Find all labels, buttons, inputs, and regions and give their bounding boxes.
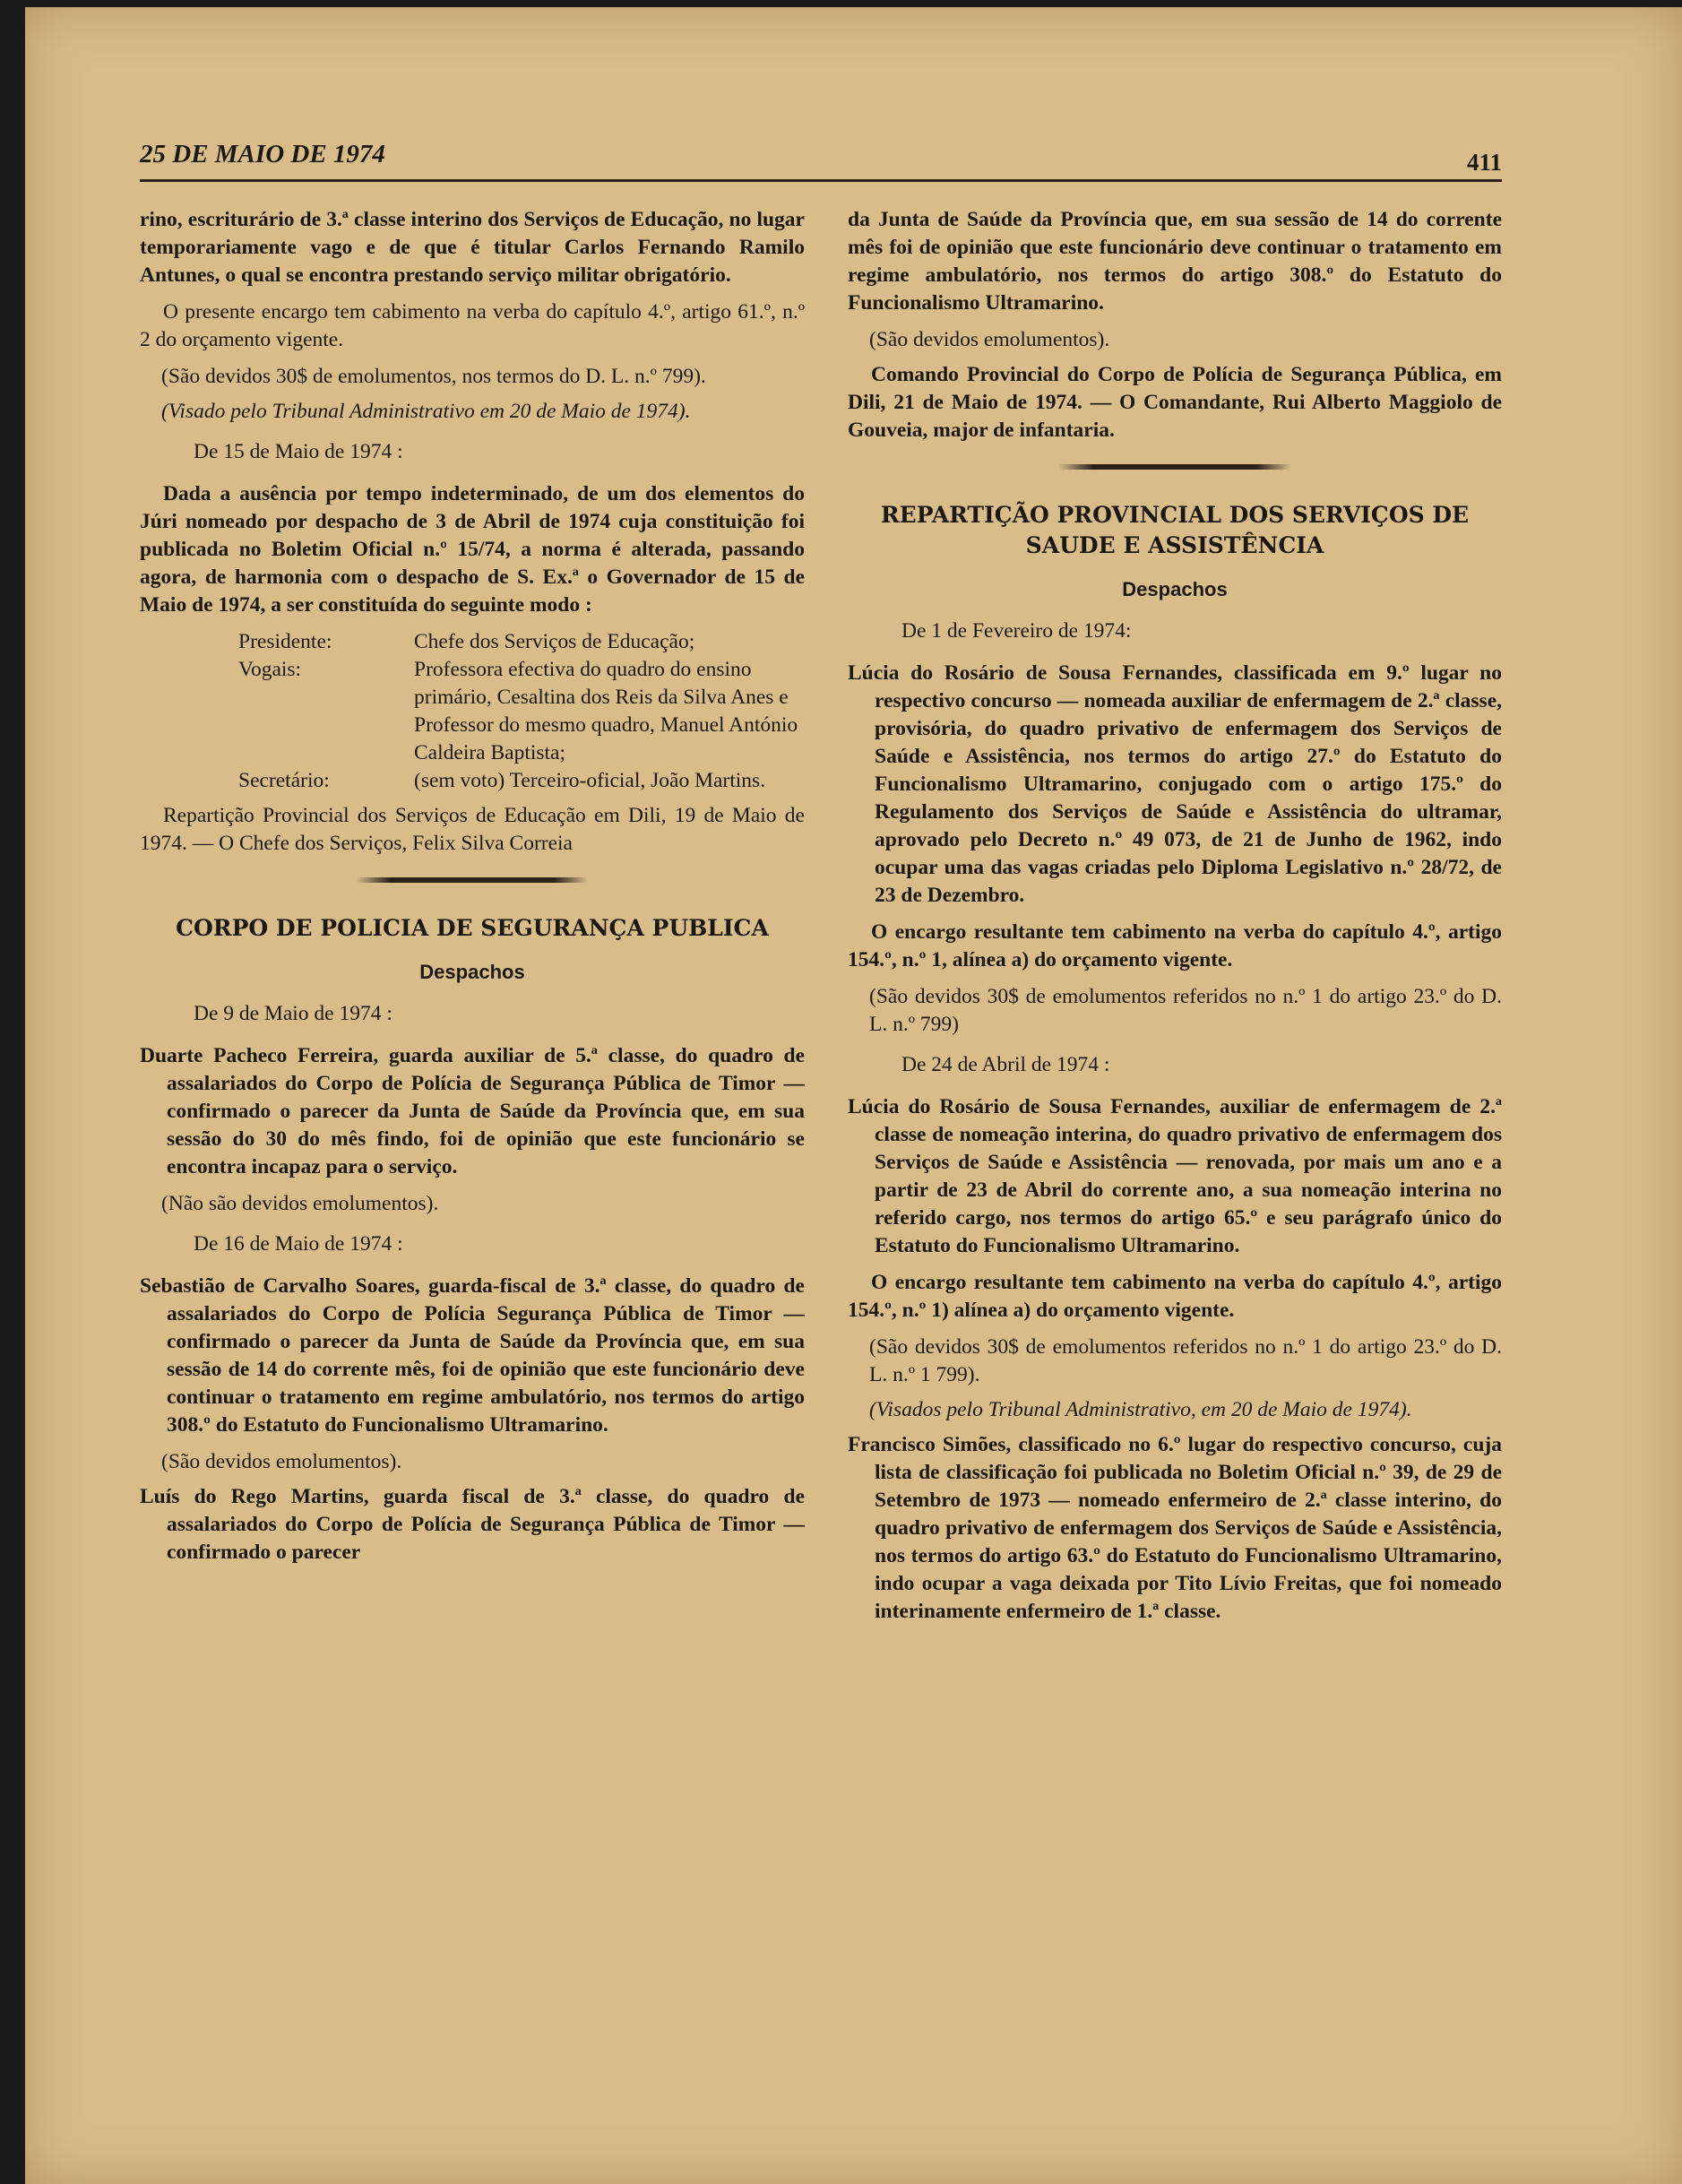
paragraph: Dada a ausência por tempo indeterminado, de um dos elementos do Júri nomeado por despacho de 3 de Abril de 1974 cuja constituição foi publicada no Boletim Oficial n.º 15/74, a norma é alterada, passando agora, de harmonia com o despacho de S. Ex.ª o Governador de 15 de Maio de 1974, a ser constituída do seguinte modo : bbox=[140, 482, 805, 617]
roster-entry: (sem voto) Terceiro-oficial, João Martins. bbox=[414, 769, 766, 792]
paragraph: O encargo resultante tem cabimento na verba do capítulo 4.º, artigo 154.º, n.º 1, alínea a) do orçamento vigente. bbox=[848, 920, 1502, 971]
signature-paragraph: Repartição Provincial dos Serviços de Educação em Dili, 19 de Maio de 1974. — O Chefe dos Serviços, Felix Silva Correia bbox=[140, 804, 805, 855]
fee-note: (São devidos emolumentos). bbox=[161, 1450, 402, 1473]
roster-entry: Chefe dos Serviços de Educação; bbox=[414, 630, 695, 653]
fee-note: (São devidos 30$ de emolumentos referidos no n.º 1 do artigo 23.º do D. L. n.º 799) bbox=[869, 985, 1502, 1036]
paragraph: Duarte Pacheco Ferreira, guarda auxiliar de 5.ª classe, do quadro de assalariados do Corpo de Polícia de Segurança Pública de Timor — confirmado o parecer da Junta de Saúde da Província que, em sua sessão do 30 do mês findo, foi de opinião que este funcionário se encontra incapaz para o serviço. bbox=[140, 1044, 805, 1178]
section-title: REPARTIÇÃO PROVINCIAL DOS SERVIÇOS DE SAUDE E ASSISTÊNCIA bbox=[880, 502, 1470, 558]
section-divider bbox=[140, 877, 805, 883]
paragraph: Sebastião de Carvalho Soares, guarda-fiscal de 3.ª classe, do quadro de assalariados do Corpo de Polícia Segurança Pública de Timor — confirmado o parecer da Junta de Saúde da Província que, em sua sessão de 14 do corrente mês, foi de opinião que este funcionário deve continuar o tratamento em regime ambulatório, nos termos do artigo 308.º do Estatuto do Funcionalismo Ultramarino. bbox=[140, 1274, 805, 1437]
roster-row: Vogais: Professora efectiva do quadro do ensino primário, Cesaltina dos Reis da Silva Anes e bbox=[238, 656, 805, 712]
roster-row: Secretário: (sem voto) Terceiro-oficial, João Martins. bbox=[238, 767, 805, 795]
fee-note: (São devidos 30$ de emolumentos referidos no n.º 1 do artigo 23.º do D. L. n.º 1 799). bbox=[869, 1335, 1502, 1386]
header-rule bbox=[140, 179, 1502, 182]
visa-note: (Visado pelo Tribunal Administrativo em 20 de Maio de 1974). bbox=[161, 400, 691, 423]
dispatch-date: De 9 de Maio de 1974 : bbox=[194, 1002, 392, 1025]
paragraph: Lúcia do Rosário de Sousa Fernandes, auxiliar de enfermagem de 2.ª classe de nomeação interina, do quadro privativo de enfermagem dos Serviços de Saúde e Assistência — renovada, por mais um ano e a partir de 23 de Abril do corrente ano, a sua nomeação interina no referido cargo, nos termos do artigo 65.º e seu parágrafo único do Estatuto do Funcionalismo Ultramarino. bbox=[848, 1095, 1502, 1257]
section-title: CORPO DE POLICIA DE SEGURANÇA PUBLICA bbox=[176, 915, 769, 941]
page-header bbox=[140, 140, 1502, 185]
paragraph: Lúcia do Rosário de Sousa Fernandes, classificada em 9.º lugar no respectivo concurso — nomeada auxiliar de enfermagem de 2.ª classe, provisória, do quadro privativo de enfermagem dos Serviços de Saúde e Assistência, nos termos do artigo 27.º do Estatuto do Funcionalismo Ultramarino, conjugado com o artigo 175.º do Regulamento dos Serviços de Saúde e Assistência do ultramar, aprovado pelo Decreto n.º 49 073, de 21 de Junho de 1962, indo ocupar uma das vagas criadas pelo Diploma Legislativo n.º 28/72, de 23 de Dezembro. bbox=[848, 661, 1502, 907]
roster-row bbox=[238, 712, 805, 767]
visa-note: (Visados pelo Tribunal Administrativo, em 20 de Maio de 1974). bbox=[869, 1398, 1412, 1421]
dispatch-date: De 1 de Fevereiro de 1974: bbox=[901, 619, 1132, 643]
paragraph: Francisco Simões, classificado no 6.º lugar do respectivo concurso, cuja lista de classificação foi publicada no Boletim Oficial n.º 39, de 29 de Setembro de 1973 — nomeado enfermeiro de 2.ª classe interino, do quadro privativo de enfermagem dos Serviços de Saúde e Assistência, nos termos do artigo 63.º do Estatuto do Funcionalismo Ultramarino, indo ocupar a vaga deixada por Tito Lívio Freitas, que foi nomeado interinamente enfermeiro de 1.ª classe. bbox=[848, 1433, 1502, 1623]
paragraph: rino, escriturário de 3.ª classe interino dos Serviços de Educação, no lugar temporariamente vago e de que é titular Carlos Fernando Ramilo Antunes, o qual se encontra prestando serviço militar obrigatório. bbox=[140, 208, 805, 287]
paragraph: O presente encargo tem cabimento na verba do capítulo 4.º, artigo 61.º, n.º 2 do orçamento vigente. bbox=[140, 300, 805, 351]
paragraph: da Junta de Saúde da Província que, em sua sessão de 14 do corrente mês foi de opinião que este funcionário deve continuar o tratamento em regime ambulatório, nos termos do artigo 308.º do Estatuto do Funcionalismo Ultramarino. bbox=[848, 208, 1502, 315]
left-column bbox=[140, 206, 805, 1575]
roster-row: Presidente: Chefe dos Serviços de Educação; bbox=[238, 628, 805, 656]
roster-entry: Professora efectiva do quadro do ensino primário, Cesaltina dos Reis da Silva Anes e bbox=[414, 658, 789, 709]
dispatch-date: De 15 de Maio de 1974 : bbox=[194, 440, 403, 463]
paragraph: O encargo resultante tem cabimento na verba do capítulo 4.º, artigo 154.º, n.º 1) alínea a) do orçamento vigente. bbox=[848, 1271, 1502, 1322]
signature-paragraph: Comando Provincial do Corpo de Polícia de Segurança Pública, em Dili, 21 de Maio de 1974. — O Comandante, Rui Alberto Maggiolo de Gouveia, major de infantaria. bbox=[848, 363, 1502, 442]
document-page bbox=[25, 7, 1682, 2184]
page-number: 411 bbox=[1466, 149, 1502, 176]
paragraph: Luís do Rego Martins, guarda fiscal de 3.ª classe, do quadro de assalariados do Corpo de Polícia de Segurança Pública de Timor — confirmado o parecer bbox=[140, 1485, 805, 1564]
fee-note: (São devidos emolumentos). bbox=[869, 328, 1110, 351]
section-divider bbox=[848, 464, 1502, 470]
section-subhead: Despachos bbox=[1122, 578, 1228, 600]
right-column bbox=[848, 206, 1502, 1635]
header-date: 25 DE MAIO DE 1974 bbox=[140, 140, 385, 168]
dispatch-date: De 24 de Abril de 1974 : bbox=[901, 1053, 1110, 1076]
fee-note: (São devidos 30$ de emolumentos, nos termos do D. L. n.º 799). bbox=[161, 365, 706, 388]
fee-note: (Não são devidos emolumentos). bbox=[161, 1192, 439, 1215]
dispatch-date: De 16 de Maio de 1974 : bbox=[194, 1232, 403, 1256]
section-subhead: Despachos bbox=[419, 961, 525, 983]
roster-entry: Professor do mesmo quadro, Manuel António Caldeira Baptista; bbox=[414, 713, 798, 764]
jury-roster bbox=[140, 628, 805, 795]
